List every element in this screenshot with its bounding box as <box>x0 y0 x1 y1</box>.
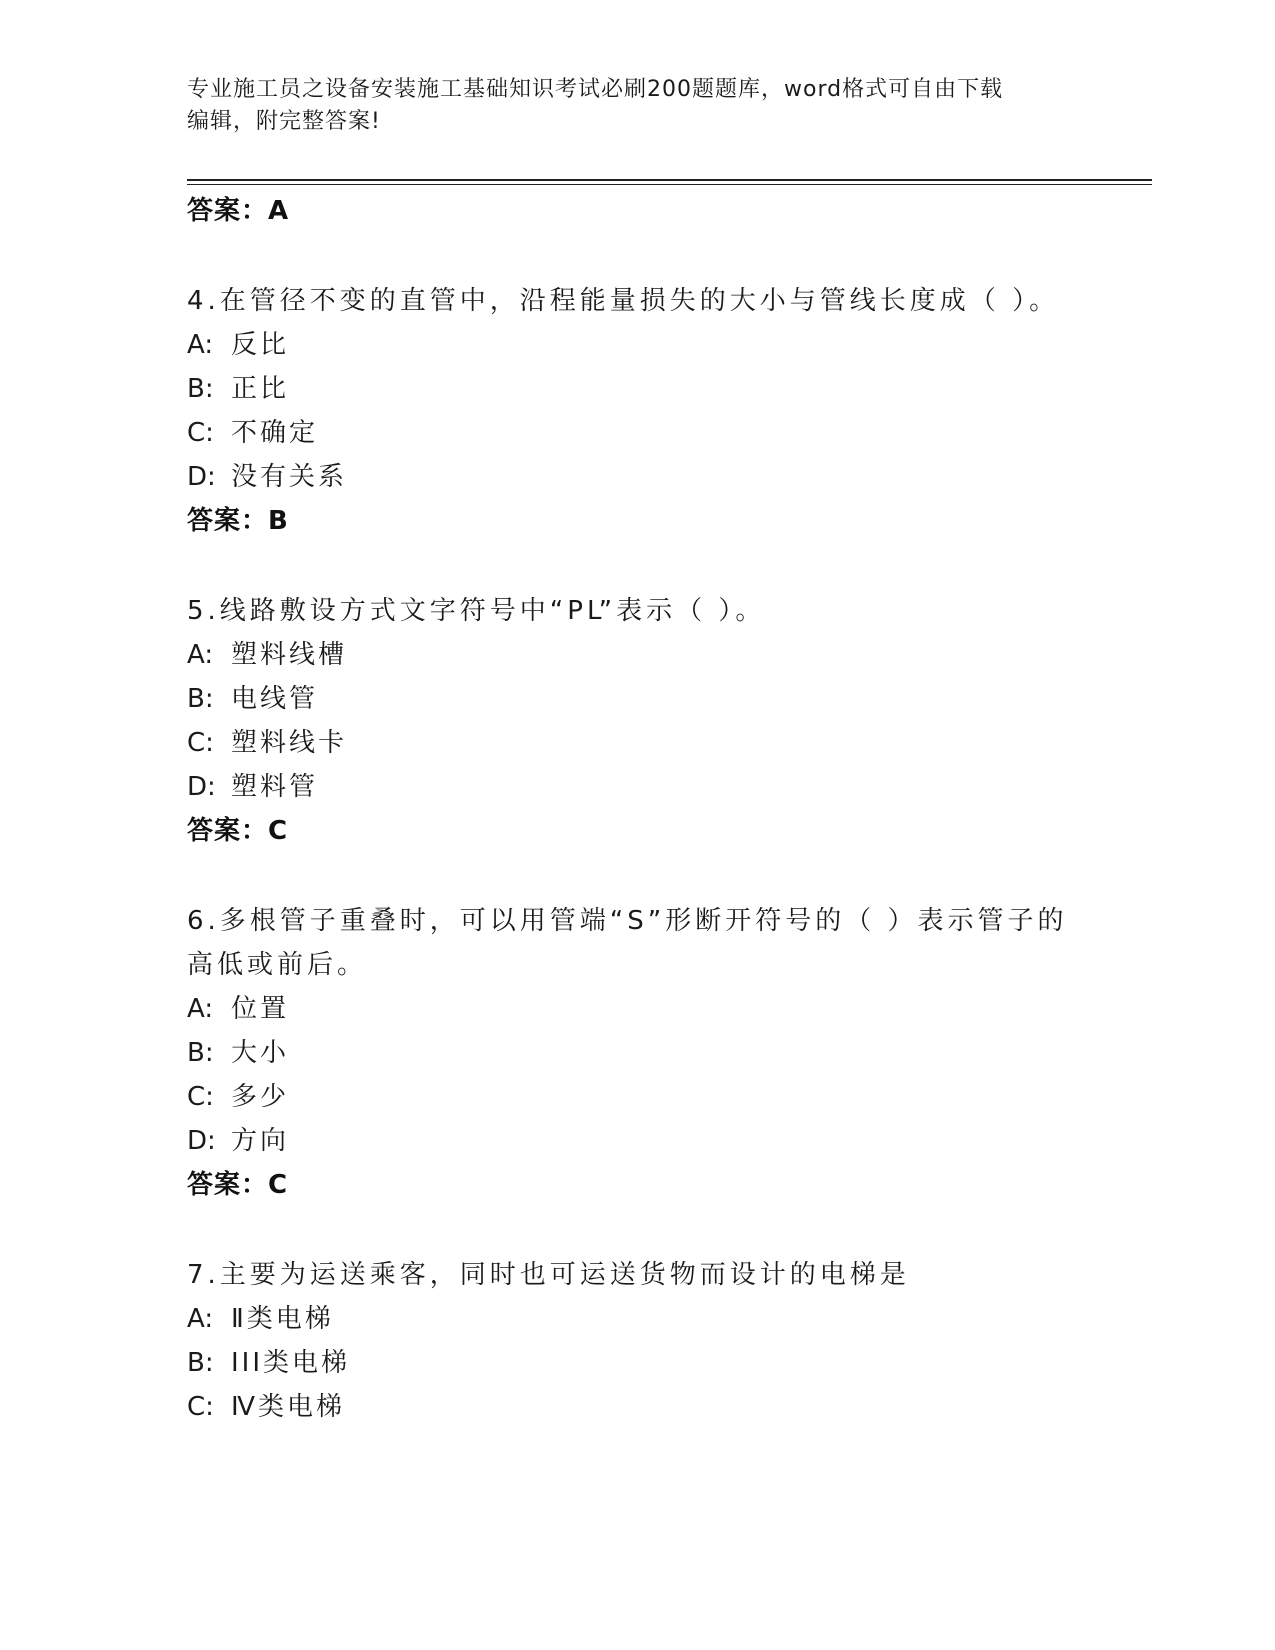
question-4-option-a: A: 反比 <box>187 330 290 360</box>
question-6-option-d: D: 方向 <box>187 1126 290 1156</box>
header-divider <box>187 179 1152 181</box>
question-5-option-c: C: 塑料线卡 <box>187 728 348 758</box>
question-6-option-b: B: 大小 <box>187 1038 290 1068</box>
header-line-1: 专业施工员之设备安装施工基础知识考试必刷200题题库，word格式可自由下载 <box>187 77 1004 102</box>
question-5-option-d: D: 塑料管 <box>187 772 319 802</box>
question-6-text-line-2: 高低或前后。 <box>187 950 368 980</box>
question-6-option-a: A: 位置 <box>187 994 290 1024</box>
question-4-text: 4.在管径不变的直管中，沿程能量损失的大小与管线长度成（ ）。 <box>187 286 1060 316</box>
header-divider-thin <box>187 184 1152 185</box>
question-5-text: 5.线路敷设方式文字符号中“PL”表示（ ）。 <box>187 596 766 626</box>
question-4-option-b: B: 正比 <box>187 374 290 404</box>
question-4-option-c: C: 不确定 <box>187 418 319 448</box>
question-5-answer: 答案：C <box>187 816 289 846</box>
question-6-option-c: C: 多少 <box>187 1082 290 1112</box>
previous-answer: 答案：A <box>187 196 290 226</box>
question-7-option-b: B: III类电梯 <box>187 1348 351 1378</box>
question-4-option-d: D: 没有关系 <box>187 462 348 492</box>
question-6-answer: 答案：C <box>187 1170 289 1200</box>
header-line-2: 编辑，附完整答案! <box>187 109 381 134</box>
question-7-option-c: C: Ⅳ类电梯 <box>187 1392 345 1422</box>
question-4-answer: 答案：B <box>187 506 289 536</box>
document-header <box>187 74 1067 138</box>
question-7-option-a: A: Ⅱ类电梯 <box>187 1304 334 1334</box>
question-5-option-b: B: 电线管 <box>187 684 319 714</box>
question-7-text: 7.主要为运送乘客，同时也可运送货物而设计的电梯是 <box>187 1260 910 1290</box>
question-5-option-a: A: 塑料线槽 <box>187 640 348 670</box>
question-6-text-line-1: 6.多根管子重叠时，可以用管端“S”形断开符号的（ ）表示管子的 <box>187 906 1068 936</box>
